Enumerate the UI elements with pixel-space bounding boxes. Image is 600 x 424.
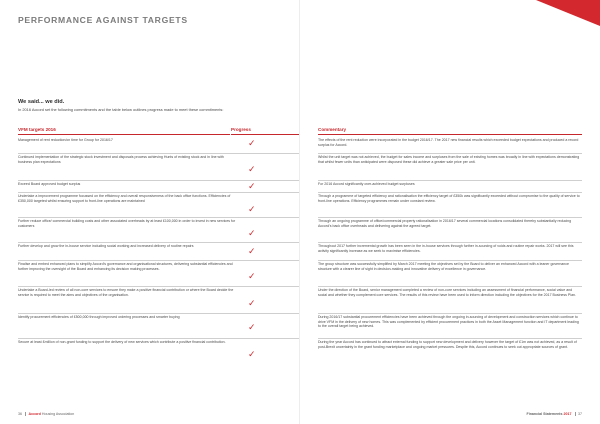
- commentary-row: [318, 217, 582, 243]
- target-text: Secure at least £million of non-grant funding to support the delivery of new services which contribute a positive financial contribution.: [18, 340, 226, 344]
- intro-heading: We said... we did.: [18, 99, 65, 105]
- commentary-text: The group structure was successfully simplified by March 2017 meeting the objectives set by the Board to deliver an enhanced Accord with a leaner governance structure with a clearer line of sight in decision-making and innovative delivery of excellence in governance.: [318, 262, 569, 271]
- target-text: Continued implementation of the strategic stock investment and disposals process achieving Hunts of existing stock and in line with business plan expectations: [18, 155, 224, 164]
- commentary-row: [318, 192, 582, 218]
- footer-sub: Housing Association: [41, 411, 75, 416]
- table-row: [18, 136, 300, 154]
- targets-header-rule: [18, 134, 230, 135]
- table-row: [18, 338, 300, 364]
- target-text: Identify procurement efficiencies of £500,000 through improved ordering processes and smarter buying: [18, 315, 180, 319]
- target-text: Further reduce office/ commercial building costs and other associated overheads by at least £100,000 in order to invest in new services for customers: [18, 219, 236, 228]
- table-row: [18, 242, 300, 261]
- commentary-text: For 2016 Accord significantly over-achieved budget surpluses: [318, 182, 415, 186]
- commentary-text: Throughout 2017 further incremental growth has been seen in the in-house services through further in-sourcing of voids and routine repair works. 2017 will see this activity significantly increase as we seek to maximise efficiencies.: [318, 244, 574, 253]
- commentary-text: During 2016/17 substantial procurement efficiencies have been achieved through the ongoing in-sourcing of development and construction services which continue to drive VFM in the delivery of new homes. This was complemented by efficient procurement practices in both the Asset Management function and IT department leading to the overall target being achieved.: [318, 315, 579, 329]
- footer-divider: [575, 412, 576, 416]
- target-text: Management of rent reduction/on time for Group for 2016/17: [18, 138, 113, 142]
- commentary-column-header: Commentary: [318, 127, 347, 132]
- target-text: Further develop and grow the in-house service including social working and increased delivery of routine repairs: [18, 244, 194, 248]
- right-footer: [527, 412, 582, 416]
- check-icon: ✓: [248, 322, 256, 332]
- commentary-row: [318, 338, 582, 364]
- check-icon: ✓: [248, 349, 256, 359]
- commentary-text: During the year Accord has continued to attract external funding to support new development and delivery however the target of £1m was not achieved, as a result of post-Brexit uncertainty in the grant funding marketplace and ongoing market pressures. Despite this, Accord continues to seek out appropriate sources of grant.: [318, 340, 577, 349]
- commentary-row: [318, 260, 582, 287]
- target-text: Undertake a improvement programme focussed on the efficiency and overall responsiveness of the back office functions. Efficiencies of £350,000 targeted whilst ensuring support to front-line operations are maintained: [18, 194, 231, 203]
- check-icon: ✓: [248, 164, 256, 174]
- commentary-row: [318, 286, 582, 314]
- commentary-row: [318, 313, 582, 339]
- targets-column-header: VFM targets 2016: [18, 127, 56, 132]
- footer-title: Financial Statements: [526, 411, 563, 416]
- table-row: [18, 313, 300, 339]
- commentary-text: Through a programme of targeted efficiency and rationalisation the efficiency target of £350k was significantly exceeded without compromise to the quality of service to front-line operations. Efficiency programmes remain under constant review.: [318, 194, 580, 203]
- commentary-row: [318, 153, 582, 181]
- check-icon: ✓: [248, 228, 256, 238]
- check-icon: ✓: [248, 271, 256, 281]
- footer-year: 2017: [563, 411, 572, 416]
- footer-divider: [25, 412, 26, 416]
- target-text: Finalise and embed enhanced plans to simplify Accord's governance and organisational structures, delivering substantial efficiencies and further improving the oversight of the Board and enhancing its decision making processes.: [18, 262, 233, 271]
- commentary-row: [318, 136, 582, 154]
- intro-text: In 2016 Accord set the following commitments and the table below outlines progress made to meet these commitments:: [18, 107, 224, 112]
- table-row: [18, 192, 300, 218]
- table-row: [18, 286, 300, 314]
- table-row: [18, 217, 300, 243]
- commentary-text: Under the direction of the Board, senior management completed a review of non-core services including an assessment of financial performance, social value and social and whether they complement core services. The results of this review have been used to inform direction including the objectives for the 2017 Business Plan.: [318, 288, 577, 297]
- check-icon: ✓: [248, 138, 256, 148]
- target-text: Exceed Board approved budget surplus: [18, 182, 81, 186]
- check-icon: ✓: [248, 204, 256, 214]
- progress-header-rule: [231, 134, 300, 135]
- page-number: 37: [578, 411, 582, 416]
- page-title: PERFORMANCE AGAINST TARGETS: [18, 15, 188, 25]
- check-icon: ✓: [248, 181, 256, 191]
- table-row: [18, 260, 300, 287]
- commentary-text: The effects of the rent reduction were incorporated in the budget 2016/17. The 2017 new financial results which exceeded budget expectations and produced a record surplus for Accord.: [318, 138, 579, 147]
- target-text: Undertake a Board-led review of all non-core services to ensure they make a positive financial contribution or where the Board decide the service is required to meet the aims and objectives of the organisation.: [18, 288, 234, 297]
- check-icon: ✓: [248, 246, 256, 256]
- left-footer: [18, 412, 74, 416]
- commentary-text: Whilst the unit target was not achieved, the budget for sales income and surpluses from the sale of existing homes was broadly in line with expectations demonstrating that whilst fewer units than anticipated were disposed these did achieve a greater sale price per unit.: [318, 155, 580, 164]
- corner-accent: [536, 0, 600, 26]
- commentary-text: Through an ongoing programme of office/commercial property rationalisation in 2016/17 several commercial locations consolidated thereby substantially reducing Accord's back office overheads and delivering against the agreed target.: [318, 219, 572, 228]
- commentary-row: [318, 242, 582, 261]
- progress-column-header: Progress: [231, 127, 251, 132]
- footer-org: Accord: [28, 411, 41, 416]
- page-number: 36: [18, 411, 22, 416]
- commentary-header-rule: [318, 134, 582, 135]
- check-icon: ✓: [248, 298, 256, 308]
- table-row: [18, 153, 300, 181]
